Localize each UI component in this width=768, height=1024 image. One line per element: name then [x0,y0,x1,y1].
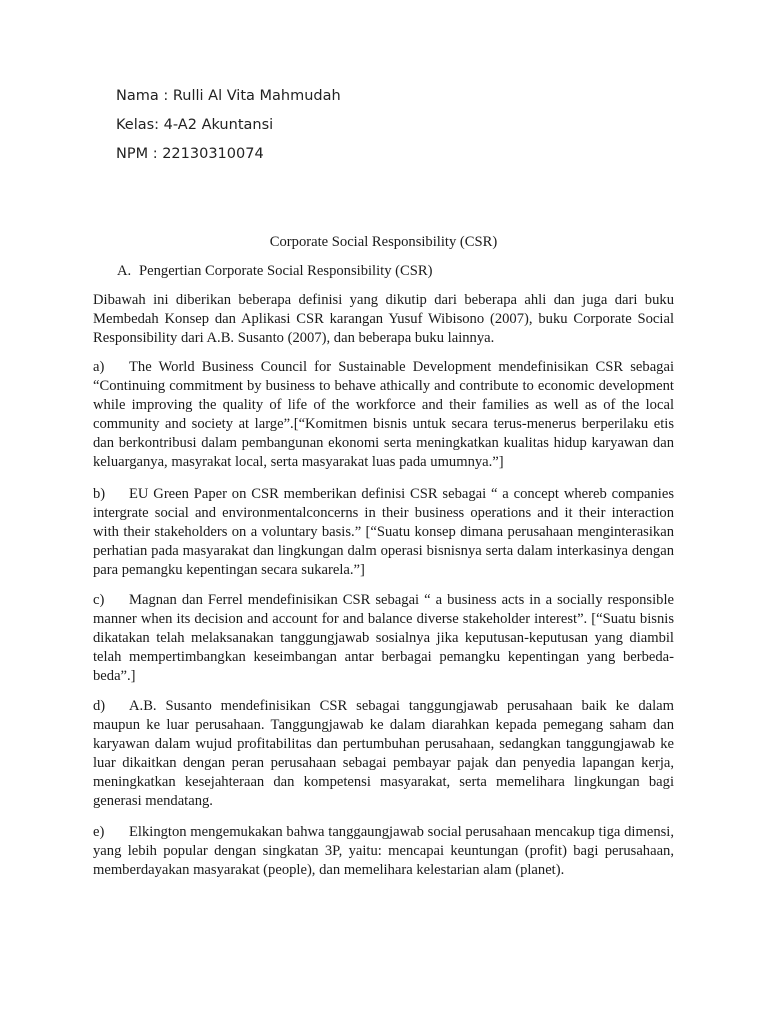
document-title: Corporate Social Responsibility (CSR) [269,234,498,250]
item-text: Elkington mengemukakan bahwa tanggaungjawab social perusahaan mencakup tiga dimensi, yang lebih popular dengan singkatan 3P, yaitu: mencapai keuntungan (profit) bagi perusahaan, memberdayakan masyarakat (people), dan memelihara kelestarian alam (planet). [93,824,674,879]
definition-item-e [93,823,674,880]
item-text: The World Business Council for Sustainable Development mendefinisikan CSR sebagai “Continuing commitment by business to behave athically and contribute to economic development while improving the quality of life of the workforce and their families as well as of the local community and society at large”.[“Komitmen bisnis untuk secara terus-menerus berperilaku etis dan berkontribusi dalam pembangunan ekonomi serta meningkatkan kualitas hidup karyawan dan keluarganya, masyrakat local, serta masyarakat luas pada umumnya.”] [93,359,674,471]
intro-paragraph: Dibawah ini diberikan beberapa definisi yang dikutip dari beberapa ahli dan juga dari buku Membedah Konsep dan Aplikasi CSR karangan Yusuf Wibisono (2007), buku Corporate Social Responsibility dari A.B. Susanto (2007), dan beberapa buku lainnya. [93,292,674,347]
student-npm: NPM : 22130310074 [116,146,264,162]
item-label: b) [93,486,106,502]
student-name: Nama : Rulli Al Vita Mahmudah [116,88,341,104]
definition-item-b [93,485,674,580]
student-info [116,86,341,173]
section-heading [117,262,677,281]
item-label: a) [93,359,105,375]
item-label: e) [93,824,105,840]
section-letter: A. [117,263,132,279]
student-class: Kelas: 4-A2 Akuntansi [116,117,274,133]
item-text: Magnan dan Ferrel mendefinisikan CSR sebagai “ a business acts in a socially responsible manner when its decision and account for and balance diverse stakeholder interest”. [“Suatu bisnis dikatakan telah melaksanakan tanggungjawab sosialnya jika keputusan-keputusan yang diambil telah mempertimbangkan keseimbangan antar berbagai pemangku kepentingan yang berbeda-beda”.] [93,592,674,685]
definition-item-a [93,358,674,473]
item-text: A.B. Susanto mendefinisikan CSR sebagai tanggungjawab perusahaan baik ke dalam maupun ke luar perusahaan. Tanggungjawab ke dalam diarahkan kepada pemegang saham dan karyawan dalam wujud profitabilitas dan pertumbuhan perusahaan, sedangkan tanggungjawab ke luar dikaitkan dengan peran perusahaan sebagai pembayar pajak dan penyedia lapangan kerja, meningkatkan kesejahteraan dan kompetensi masyarakat, serta memelihara lingkungan bagi generasi mendatang. [93,698,674,810]
item-label: d) [93,698,106,714]
section-heading-text: Pengertian Corporate Social Responsibility (CSR) [139,263,433,279]
definition-item-c [93,591,674,686]
item-label: c) [93,592,105,608]
item-text: EU Green Paper on CSR memberikan definisi CSR sebagai “ a concept whereb companies intergrate social and environmentalconcerns in their business operations and it their interaction with their stakeholders on a voluntary basis.” [“Suatu konsep dimana perusahaan menginterasikan perhatian pada masyarakat dan lingkungan dalm operasi bisnisnya serta dalam interkasinya dengan para pemangku kepentingan secara sukarela.”] [93,486,674,579]
definition-item-d [93,697,674,812]
